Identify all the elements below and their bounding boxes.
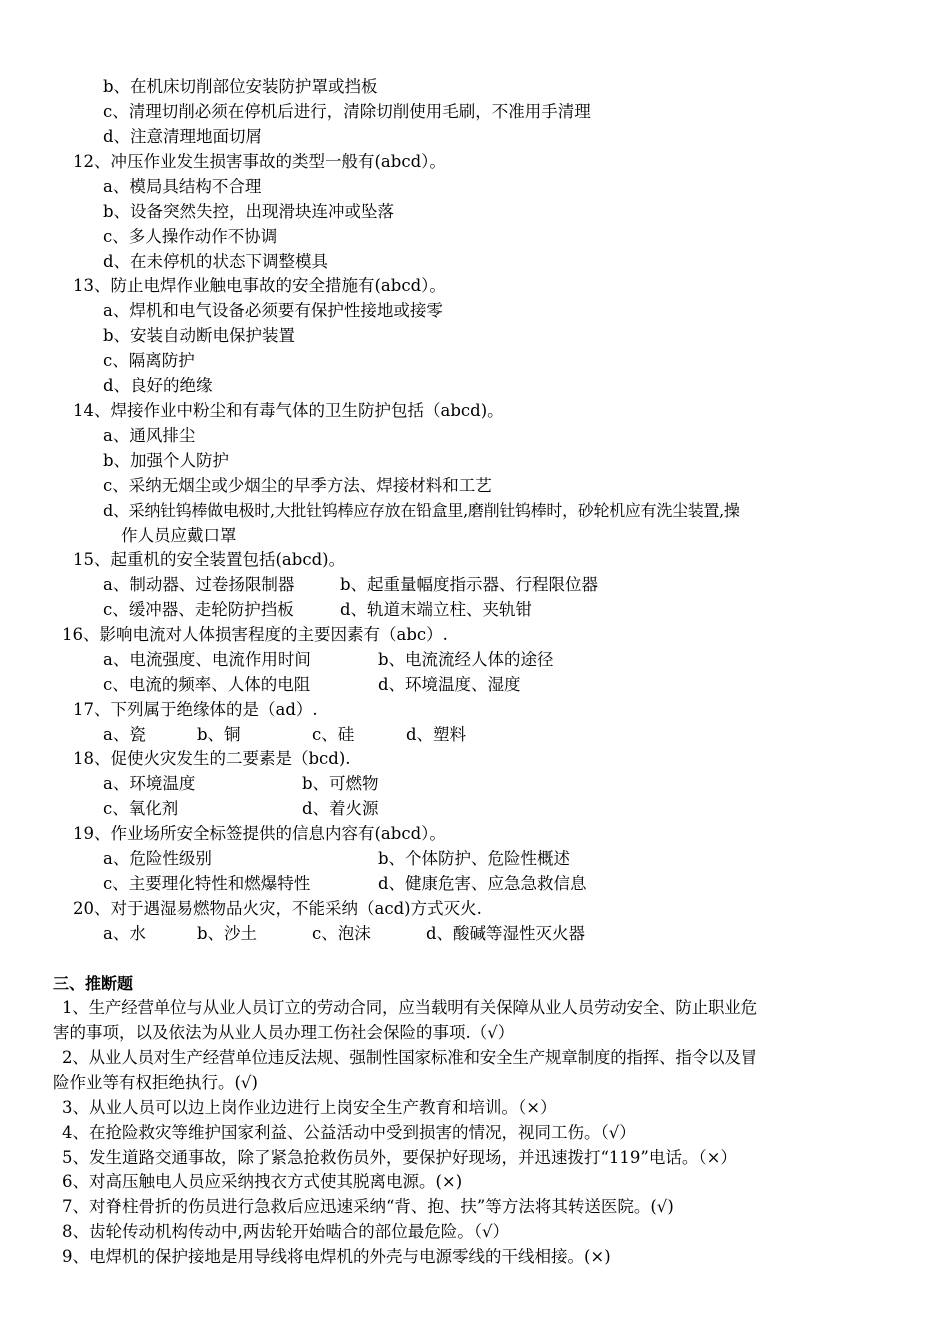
q11-option-c: c、清理切削必须在停机后进行，清除切削使用毛刷，不准用手清理 [103,102,591,121]
section-heading-judgement: 三、推断题 [53,974,134,993]
judgement-line-4: 险作业等有权拒绝执行。(√) [53,1073,258,1092]
q13-option-d: d、良好的绝缘 [103,376,213,395]
q13-option-b: b、安装自动断电保护装置 [103,326,296,345]
judgement-line-6: 4、在抢险救灾等维护国家利益、公益活动中受到损害的情况，视同工伤。（√） [62,1123,636,1142]
q17-option-a: a、瓷 [103,725,146,744]
q14-option-b: b、加强个人防护 [103,451,230,470]
q12-option-b: b、设备突然失控，出现滑块连冲或坠落 [103,202,395,221]
judgement-line-11: 9、电焊机的保护接地是用导线将电焊机的外壳与电源零线的干线相接。(×) [62,1247,611,1266]
q18-option-a: a、环境温度 [103,774,196,793]
q17-stem: 17、下列属于绝缘体的是（ad）. [73,700,318,719]
q20-stem: 20、对于遇湿易燃物品火灾，不能采纳（acd)方式灭火. [73,899,482,918]
q18-option-b: b、可燃物 [302,774,379,793]
q16-option-b: b、电流流经人体的途径 [378,650,554,669]
q13-option-a: a、焊机和电气设备必须要有保护性接地或接零 [103,301,443,320]
q12-option-c: c、多人操作动作不协调 [103,227,278,246]
q15-stem: 15、起重机的安全装置包括(abcd)。 [73,550,346,569]
q15-option-d: d、轨道末端立柱、夹轨钳 [340,600,533,619]
q13-option-c: c、隔离防护 [103,351,195,370]
q14-option-c: c、采纳无烟尘或少烟尘的早季方法、焊接材料和工艺 [103,476,492,495]
q16-stem: 16、影响电流对人体损害程度的主要因素有（abc）. [62,625,448,644]
q20-option-d: d、酸碱等湿性灭火器 [426,924,586,943]
judgement-line-7: 5、发生道路交通事故，除了紧急抢救伤员外，要保护好现场，并迅速拨打“119”电话。（×） [62,1148,737,1167]
q15-option-b: b、起重量幅度指示器、行程限位器 [340,575,599,594]
judgement-line-10: 8、齿轮传动机构传动中,两齿轮开始啮合的部位最危险。（√） [62,1222,510,1241]
judgement-line-1: 1、生产经营单位与从业人员订立的劳动合同，应当载明有关保障从业人员劳动安全、防止职业危 [62,998,757,1017]
q11-option-b: b、在机床切削部位安装防护罩或挡板 [103,77,378,96]
q15-option-a: a、制动器、过卷扬限制器 [103,575,295,594]
q19-option-a: a、危险性级别 [103,849,212,868]
q19-option-c: c、主要理化特性和燃爆特性 [103,874,311,893]
judgement-line-2: 害的事项，以及依法为从业人员办理工伤社会保险的事项.（√） [53,1023,515,1042]
q18-stem: 18、促使火灾发生的二要素是（bcd). [73,749,351,768]
q19-stem: 19、作业场所安全标签提供的信息内容有(abcd）。 [73,824,446,843]
judgement-line-8: 6、对高压触电人员应采纳拽衣方式使其脱离电源。(×) [62,1172,463,1191]
q20-option-b: b、沙土 [197,924,258,943]
q18-option-d: d、着火源 [302,799,379,818]
q13-stem: 13、防止电焊作业触电事故的安全措施有(abcd）。 [73,276,446,295]
q12-stem: 12、冲压作业发生损害事故的类型一般有(abcd）。 [73,152,446,171]
q14-stem: 14、焊接作业中粉尘和有毒气体的卫生防护包括（abcd)。 [73,401,504,420]
q15-option-c: c、缓冲器、走轮防护挡板 [103,600,294,619]
q14-option-a: a、通风排尘 [103,426,196,445]
q14-option-d-continued: 作人员应戴口罩 [121,526,237,545]
q17-option-c: c、硅 [312,725,355,744]
q20-option-a: a、水 [103,924,146,943]
q14-option-d: d、采纳钍钨棒做电极时,大批钍钨棒应存放在铅盒里,磨削钍钨棒时，砂轮机应有洗尘装置,操 [103,501,740,520]
q17-option-b: b、铜 [197,725,241,744]
q12-option-a: a、模局具结构不合理 [103,177,262,196]
q16-option-c: c、电流的频率、人体的电阻 [103,675,311,694]
q19-option-d: d、健康危害、应急急救信息 [378,874,587,893]
q18-option-c: c、氧化剂 [103,799,179,818]
judgement-line-3: 2、从业人员对生产经营单位违反法规、强制性国家标准和安全生产规章制度的指挥、指令以及冒 [62,1048,757,1067]
q20-option-c: c、泡沫 [312,924,371,943]
q11-option-d: d、注意清理地面切屑 [103,127,263,146]
judgement-line-9: 7、对脊柱骨折的伤员进行急救后应迅速采纳“背、抱、扶”等方法将其转送医院。(√) [62,1197,674,1216]
q19-option-b: b、个体防护、危险性概述 [378,849,571,868]
judgement-line-5: 3、从业人员可以边上岗作业边进行上岗安全生产教育和培训。（×） [62,1098,557,1117]
q12-option-d: d、在未停机的状态下调整模具 [103,252,329,271]
q16-option-a: a、电流强度、电流作用时间 [103,650,311,669]
q17-option-d: d、塑料 [406,725,467,744]
q16-option-d: d、环境温度、湿度 [378,675,521,694]
